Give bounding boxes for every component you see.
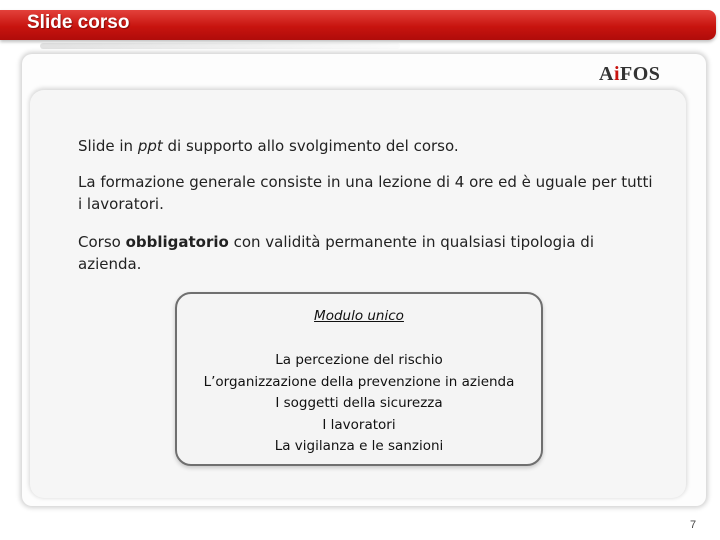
module-topic-list — [177, 350, 541, 458]
module-topic-item: I lavoratori — [322, 416, 396, 433]
logo-letter-i: i — [613, 63, 621, 85]
logo-letters-fos: FOS — [620, 63, 661, 85]
paragraph-mandatory-text: Corso — [78, 233, 126, 251]
paragraph-mandatory — [78, 231, 658, 275]
module-topic-item: I soggetti della sicurezza — [275, 395, 443, 411]
paragraph-intro — [78, 135, 658, 157]
logo-letter-a: A — [599, 63, 614, 85]
paragraph-intro-text-end: di supporto allo svolgimento del corso. — [162, 137, 459, 155]
paragraph-mandatory-text-end: con validità permanente in qualsiasi tipologia di azienda. — [78, 233, 594, 273]
module-box — [175, 292, 543, 466]
module-topic-item: La vigilanza e le sanzioni — [274, 438, 444, 454]
paragraph-mandatory-bold: obbligatorio — [125, 233, 229, 251]
paragraph-intro-emphasis: ppt — [137, 137, 163, 155]
module-topic-item: La percezione del rischio — [275, 352, 443, 368]
page-number: 7 — [690, 519, 697, 531]
module-title: Modulo unico — [314, 308, 404, 324]
paragraph-training: La formazione generale consiste in una lezione di 4 ore ed è uguale per tutti i lavoratori. — [78, 173, 653, 213]
header-shadow — [40, 43, 400, 49]
slide-title: Slide corso — [27, 12, 130, 33]
module-topic-item: L’organizzazione della prevenzione in azienda — [203, 373, 515, 390]
paragraph-intro-text: Slide in — [78, 137, 138, 155]
aifos-logo — [599, 63, 660, 86]
